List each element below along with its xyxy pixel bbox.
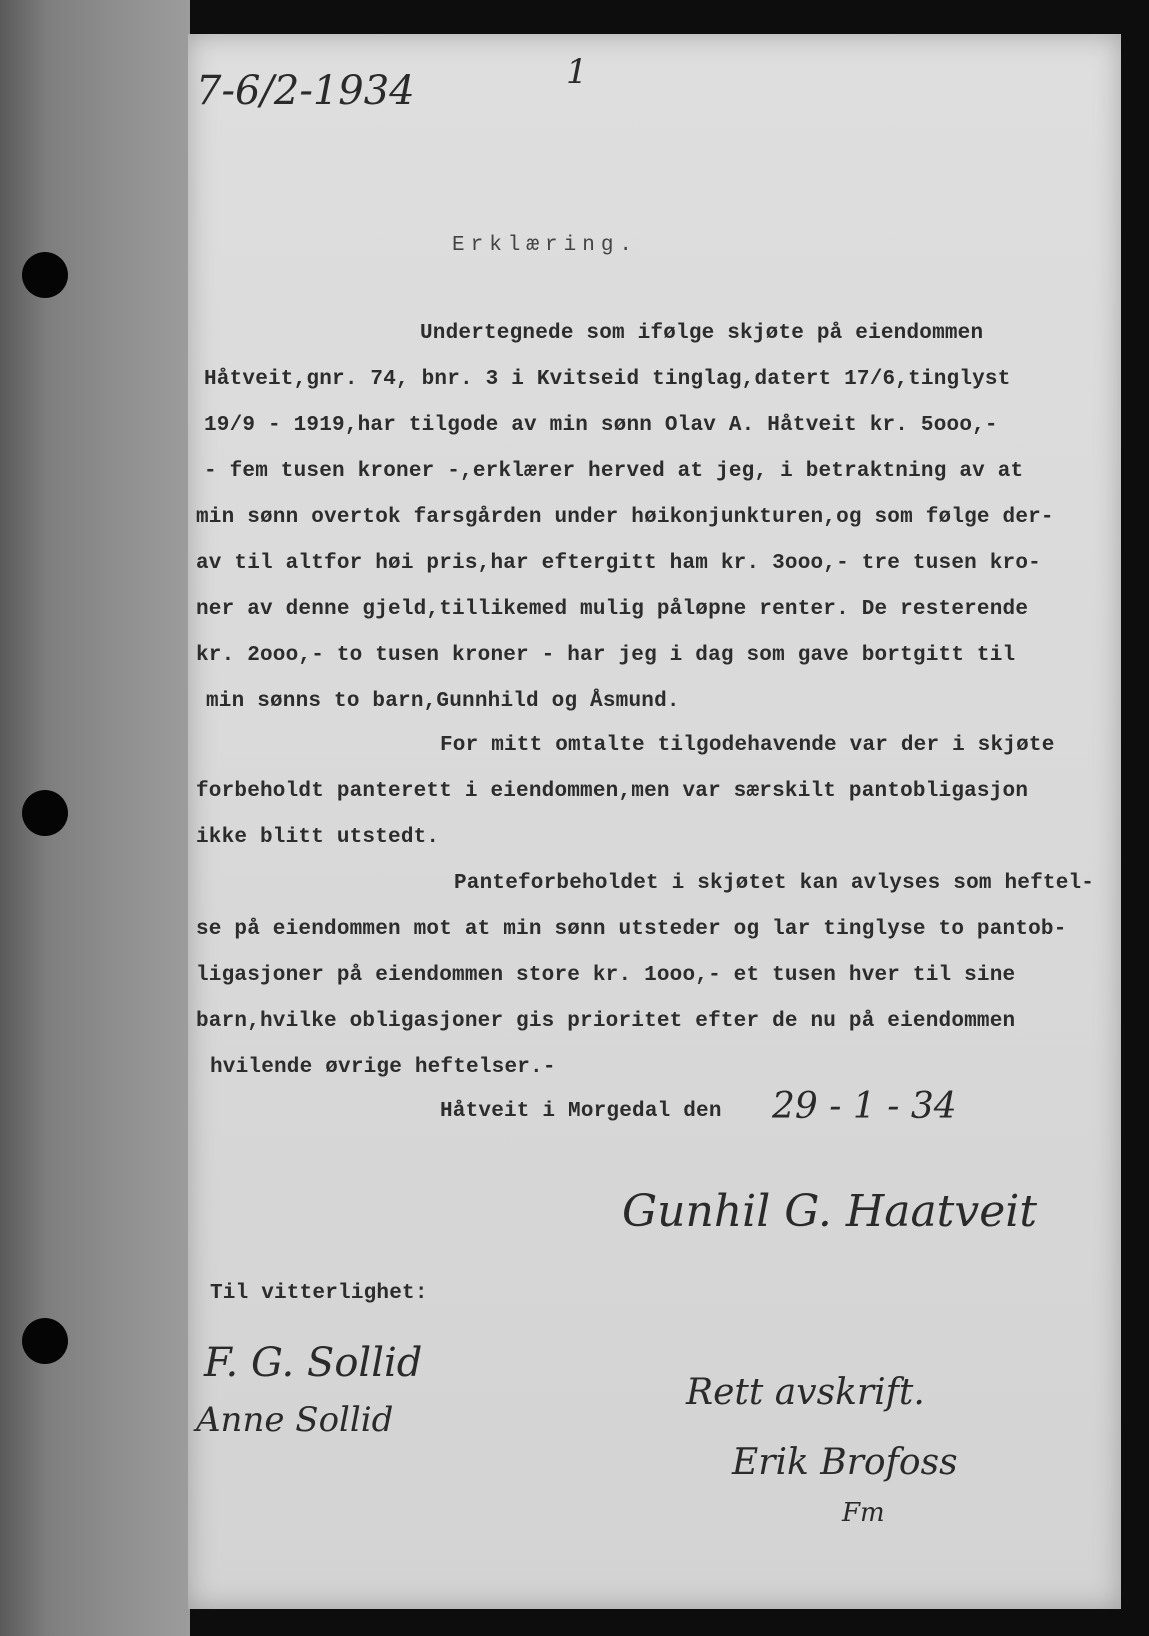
- body-line: min sønn overtok farsgården under høikonjunkturen,og som følge der-: [196, 506, 1054, 529]
- body-line: forbeholdt panterett i eiendommen,men var særskilt pantobligasjon: [196, 780, 1029, 803]
- witness-signature-2: Anne Sollid: [196, 1400, 394, 1440]
- punch-hole-bottom: [22, 1318, 68, 1364]
- certifier-signature: Erik Brofoss: [732, 1442, 958, 1483]
- body-line: hvilende øvrige heftelser.-: [210, 1056, 556, 1079]
- body-line: se på eiendommen mot at min sønn utsteder og lar tinglyse to pantob-: [196, 918, 1067, 941]
- body-line: min sønns to barn,Gunnhild og Åsmund.: [206, 690, 680, 713]
- body-line: - fem tusen kroner -,erklærer herved at jeg, i betraktning av at: [204, 460, 1024, 483]
- body-line: 19/9 - 1919,har tilgode av min sønn Olav A. Håtveit kr. 5ooo,-: [204, 414, 998, 437]
- body-line: Håtveit,gnr. 74, bnr. 3 i Kvitseid tinglag,datert 17/6,tinglyst: [204, 368, 1011, 391]
- page-number: 1: [566, 52, 588, 92]
- place-date-label: Håtveit i Morgedal den: [440, 1100, 722, 1123]
- body-line: Undertegnede som ifølge skjøte på eiendommen: [420, 322, 984, 345]
- certifier-initials: Fm: [842, 1498, 885, 1528]
- body-line: ligasjoner på eiendommen store kr. 1ooo,- et tusen hver til sine: [196, 964, 1016, 987]
- body-line: Panteforbeholdet i skjøtet kan avlyses som heftel-: [454, 872, 1095, 895]
- body-line: ikke blitt utstedt.: [196, 826, 440, 849]
- date-note: 7-6/2-1934: [196, 68, 415, 114]
- punch-hole-top: [22, 252, 68, 298]
- body-line: barn,hvilke obligasjoner gis prioritet efter de nu på eiendommen: [196, 1010, 1016, 1033]
- witness-label: Til vitterlighet:: [210, 1282, 428, 1305]
- body-line: ner av denne gjeld,tillikemed mulig påløpne renter. De resterende: [196, 598, 1029, 621]
- body-line: For mitt omtalte tilgodehavende var der i skjøte: [440, 734, 1055, 757]
- document-title: Erklæring.: [452, 234, 639, 257]
- body-line: av til altfor høi pris,har eftergitt ham kr. 3ooo,- tre tusen kro-: [196, 552, 1041, 575]
- witness-signature-1: F. G. Sollid: [204, 1340, 423, 1386]
- signature: Gunhil G. Haatveit: [622, 1186, 1038, 1237]
- certification-note: Rett avskrift.: [686, 1372, 925, 1413]
- body-line: kr. 2ooo,- to tusen kroner - har jeg i dag som gave bortgitt til: [196, 644, 1016, 667]
- handwritten-date: 29 - 1 - 34: [772, 1086, 957, 1127]
- punch-hole-middle: [22, 790, 68, 836]
